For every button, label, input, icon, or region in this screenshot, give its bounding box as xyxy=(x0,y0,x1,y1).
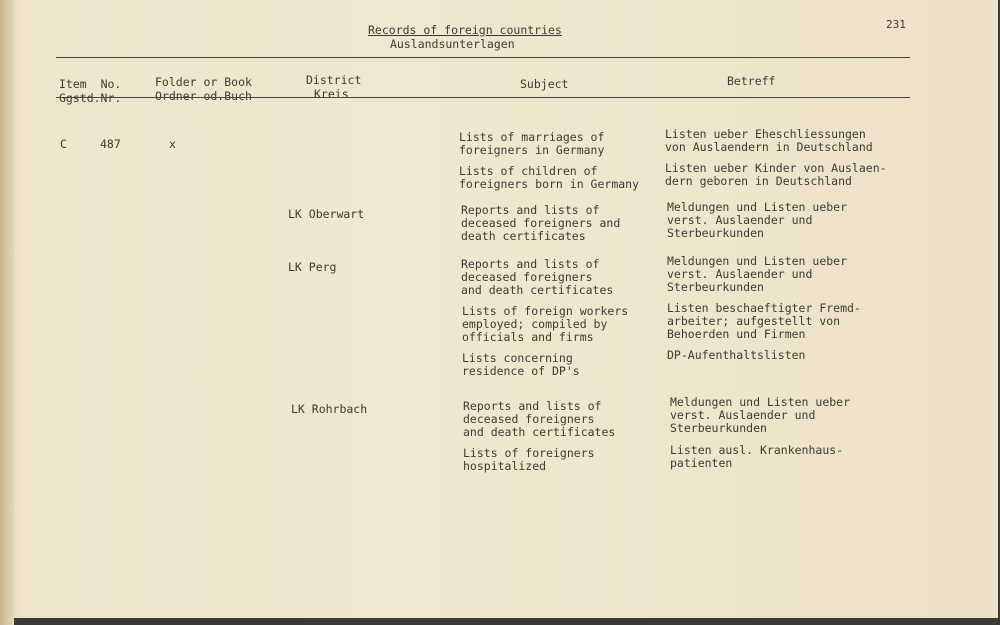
page-subtitle: Auslandsunterlagen xyxy=(390,37,515,51)
subject-entry: Lists of foreign workers employed; compiled by officials and firms xyxy=(462,304,629,345)
subject-entry: Lists of children of foreigners born in Germany xyxy=(459,164,640,192)
betreff-entry: DP-Aufenthaltslisten xyxy=(667,348,806,362)
betreff-entry: Listen ausl. Krankenhaus- patienten xyxy=(670,443,844,471)
subject-entry: Lists concerning residence of DP's xyxy=(462,351,580,379)
subject-entry: Reports and lists of deceased foreigners and death certificates xyxy=(461,257,614,298)
page-number: 231 xyxy=(886,18,906,31)
subject-entry: Reports and lists of deceased foreigners and death certificates xyxy=(463,399,616,440)
betreff-entry: Meldungen und Listen ueber verst. Auslaender und Sterbeurkunden xyxy=(670,395,851,436)
subject-entry: Lists of marriages of foreigners in Germany xyxy=(459,130,605,158)
betreff-entry: Meldungen und Listen ueber verst. Auslaender und Sterbeurkunden xyxy=(667,254,848,295)
record-folder-mark: x xyxy=(169,137,176,151)
district-label: LK Rohrbach xyxy=(291,402,368,416)
header-bottom-rule xyxy=(56,97,910,98)
betreff-entry: Meldungen und Listen ueber verst. Auslaender und Sterbeurkunden xyxy=(667,200,848,241)
subject-entry: Lists of foreigners hospitalized xyxy=(463,446,595,474)
header-top-rule xyxy=(56,57,910,58)
betreff-entry: Listen ueber Eheschliessungen von Auslaendern in Deutschland xyxy=(665,127,873,155)
district-label: LK Oberwart xyxy=(288,207,365,221)
book-binding-edge xyxy=(0,0,14,625)
record-number: 487 xyxy=(100,137,121,151)
record-item: C xyxy=(60,137,67,151)
header-subject: Subject xyxy=(520,77,569,91)
header-district: District Kreis xyxy=(306,73,362,101)
betreff-entry: Listen ueber Kinder von Auslaen- dern geboren in Deutschland xyxy=(665,161,887,189)
betreff-entry: Listen beschaeftigter Fremd- arbeiter; aufgestellt von Behoerden und Firmen xyxy=(667,301,861,342)
district-label: LK Perg xyxy=(288,260,337,274)
subject-entry: Reports and lists of deceased foreigners and death certificates xyxy=(461,203,621,244)
header-item-no: Item No. Ggstd.Nr. xyxy=(59,77,122,105)
header-folder: Folder or Book Ordner od.Buch xyxy=(155,75,252,103)
page-title: Records of foreign countries xyxy=(368,23,562,37)
header-betreff: Betreff xyxy=(727,74,776,88)
